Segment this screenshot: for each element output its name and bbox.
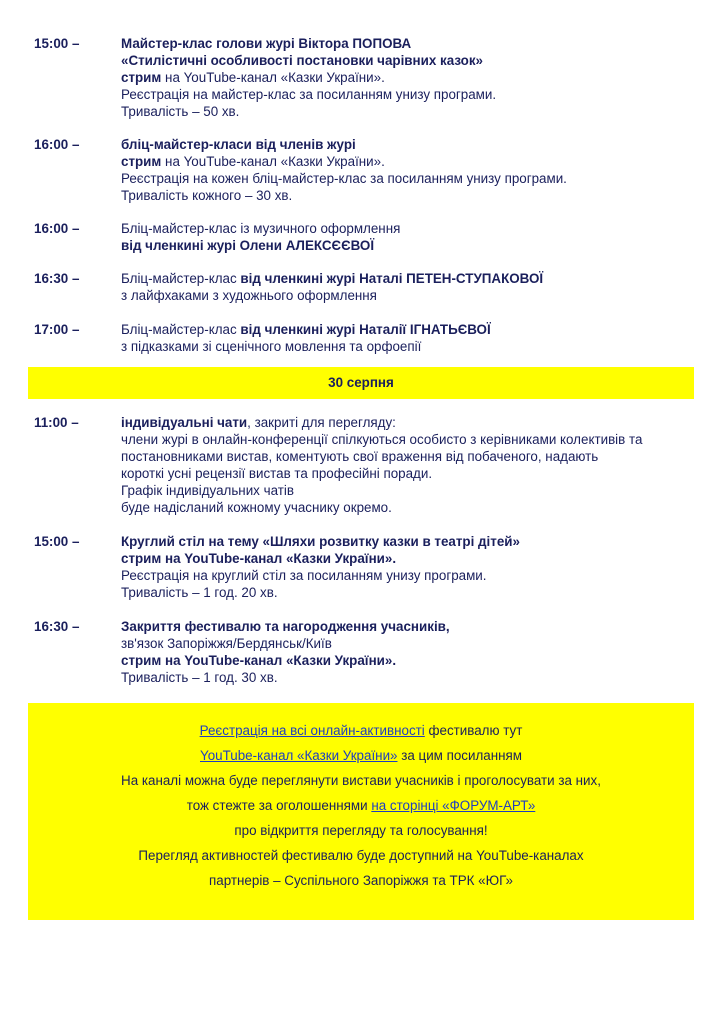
event-text: Закриття фестивалю та нагородження учасників, — [121, 619, 450, 634]
event-description — [121, 270, 711, 304]
event-description — [121, 414, 711, 516]
event-time: 16:00 – — [34, 137, 80, 152]
event-description — [121, 618, 711, 686]
event-line — [121, 153, 711, 170]
info-text: за цим посиланням — [397, 748, 522, 763]
event-line — [121, 86, 711, 103]
event-line — [121, 270, 711, 287]
event-text: «Стилістичні особливості постановки чарівних казок» — [121, 53, 483, 68]
event-text: з підказками зі сценічного мовлення та орфоепії — [121, 339, 422, 354]
info-text: партнерів – Суспільного Запоріжжя та ТРК «ЮГ» — [209, 873, 513, 888]
event-text: на YouTube-канал «Казки України». — [161, 154, 385, 169]
event-line — [121, 448, 711, 465]
event-text: буде надісланий кожному учаснику окремо. — [121, 500, 392, 515]
event-line — [121, 584, 711, 601]
event-description — [121, 35, 711, 120]
info-text: Перегляд активностей фестивалю буде доступний на YouTube-каналах — [138, 848, 584, 863]
event-line — [121, 414, 711, 431]
info-link[interactable]: YouTube-канал «Казки України» — [200, 748, 398, 763]
info-text: тож стежте за оголошеннями — [186, 798, 372, 813]
event-time: 11:00 – — [34, 415, 79, 430]
event-description — [121, 533, 711, 601]
event-description — [121, 136, 711, 204]
event-text: від членкині журі Наталі ПЕТЕН-СТУПАКОВОЇ — [240, 271, 544, 286]
event-text: короткі усні рецензії вистав та професійні поради. — [121, 466, 433, 481]
event-text: Реєстрація на майстер-клас за посиланням унизу програми. — [121, 87, 497, 102]
date-label: 30 серпня — [328, 375, 394, 390]
event-text: Тривалість – 50 хв. — [121, 104, 240, 119]
event-text: бліц-майстер-класи від членів журі — [121, 137, 356, 152]
event-line — [121, 652, 711, 669]
info-line — [28, 747, 694, 764]
event-text: члени журі в онлайн-конференції спілкуються особисто з керівниками колективів та — [121, 432, 643, 447]
info-line — [28, 772, 694, 789]
event-text: Майстер-клас голови журі Віктора ПОПОВА — [121, 36, 412, 51]
info-text: про відкриття перегляду та голосування! — [234, 823, 488, 838]
event-text: Тривалість – 1 год. 20 хв. — [121, 585, 278, 600]
info-line — [28, 872, 694, 889]
event-line — [121, 69, 711, 86]
event-line — [121, 465, 711, 482]
event-line — [121, 669, 711, 686]
info-band — [28, 703, 694, 920]
event-text: від членкині журі Олени АЛЕКСЄЄВОЇ — [121, 238, 375, 253]
event-description — [121, 321, 711, 355]
event-text: з лайфхаками з художнього оформлення — [121, 288, 377, 303]
event-time: 16:30 – — [34, 271, 80, 286]
event-time: 15:00 – — [34, 534, 80, 549]
event-line — [121, 136, 711, 153]
event-line — [121, 533, 711, 550]
event-text: Круглий стіл на тему «Шляхи розвитку казки в театрі дітей» — [121, 534, 520, 549]
event-line — [121, 103, 711, 120]
date-band — [28, 367, 694, 399]
event-text: на YouTube-канал «Казки України». — [161, 70, 385, 85]
event-text: індивідуальні чати — [121, 415, 248, 430]
event-line — [121, 618, 711, 635]
event-time: 17:00 – — [34, 322, 80, 337]
event-line — [121, 635, 711, 652]
event-time: 16:30 – — [34, 619, 80, 634]
event-line — [121, 52, 711, 69]
event-text: стрим на YouTube-канал «Казки України». — [121, 551, 397, 566]
info-line — [28, 722, 694, 739]
event-text: постановниками вистав, коментують свої враження від побаченого, надають — [121, 449, 599, 464]
event-text: Тривалість кожного – 30 хв. — [121, 188, 293, 203]
event-text: Бліц-майстер-клас — [121, 322, 241, 337]
event-line — [121, 220, 711, 237]
event-text: Реєстрація на круглий стіл за посиланням унизу програми. — [121, 568, 487, 583]
event-line — [121, 287, 711, 304]
event-line — [121, 499, 711, 516]
info-link[interactable]: Реєстрація на всі онлайн-активності — [199, 723, 425, 738]
info-line — [28, 797, 694, 814]
event-text: Реєстрація на кожен бліц-майстер-клас за посиланням унизу програми. — [121, 171, 567, 186]
event-line — [121, 482, 711, 499]
event-time: 16:00 – — [34, 221, 80, 236]
info-text: На каналі можна буде переглянути вистави учасників і проголосувати за них, — [121, 773, 601, 788]
event-line — [121, 35, 711, 52]
event-line — [121, 170, 711, 187]
event-line — [121, 187, 711, 204]
event-line — [121, 431, 711, 448]
event-text: стрим — [121, 70, 162, 85]
event-text: Бліц-майстер-клас — [121, 271, 241, 286]
event-text: Тривалість – 1 год. 30 хв. — [121, 670, 278, 685]
event-line — [121, 338, 711, 355]
event-line — [121, 567, 711, 584]
event-line — [121, 321, 711, 338]
event-text: стрим на YouTube-канал «Казки України». — [121, 653, 397, 668]
event-line — [121, 550, 711, 567]
event-text: стрим — [121, 154, 162, 169]
info-line — [28, 847, 694, 864]
event-text: зв'язок Запоріжжя/Бердянськ/Київ — [121, 636, 332, 651]
info-line — [28, 822, 694, 839]
event-text: Графік індивідуальних чатів — [121, 483, 294, 498]
event-text: Бліц-майстер-клас із музичного оформлення — [121, 221, 401, 236]
info-link[interactable]: на сторінці «ФОРУМ-АРТ» — [371, 798, 536, 813]
event-text: , закриті для перегляду: — [247, 415, 396, 430]
event-description — [121, 220, 711, 254]
event-text: від членкині журі Наталії ІГНАТЬЄВОЇ — [240, 322, 491, 337]
event-line — [121, 237, 711, 254]
event-time: 15:00 – — [34, 36, 80, 51]
info-text: фестивалю тут — [424, 723, 523, 738]
